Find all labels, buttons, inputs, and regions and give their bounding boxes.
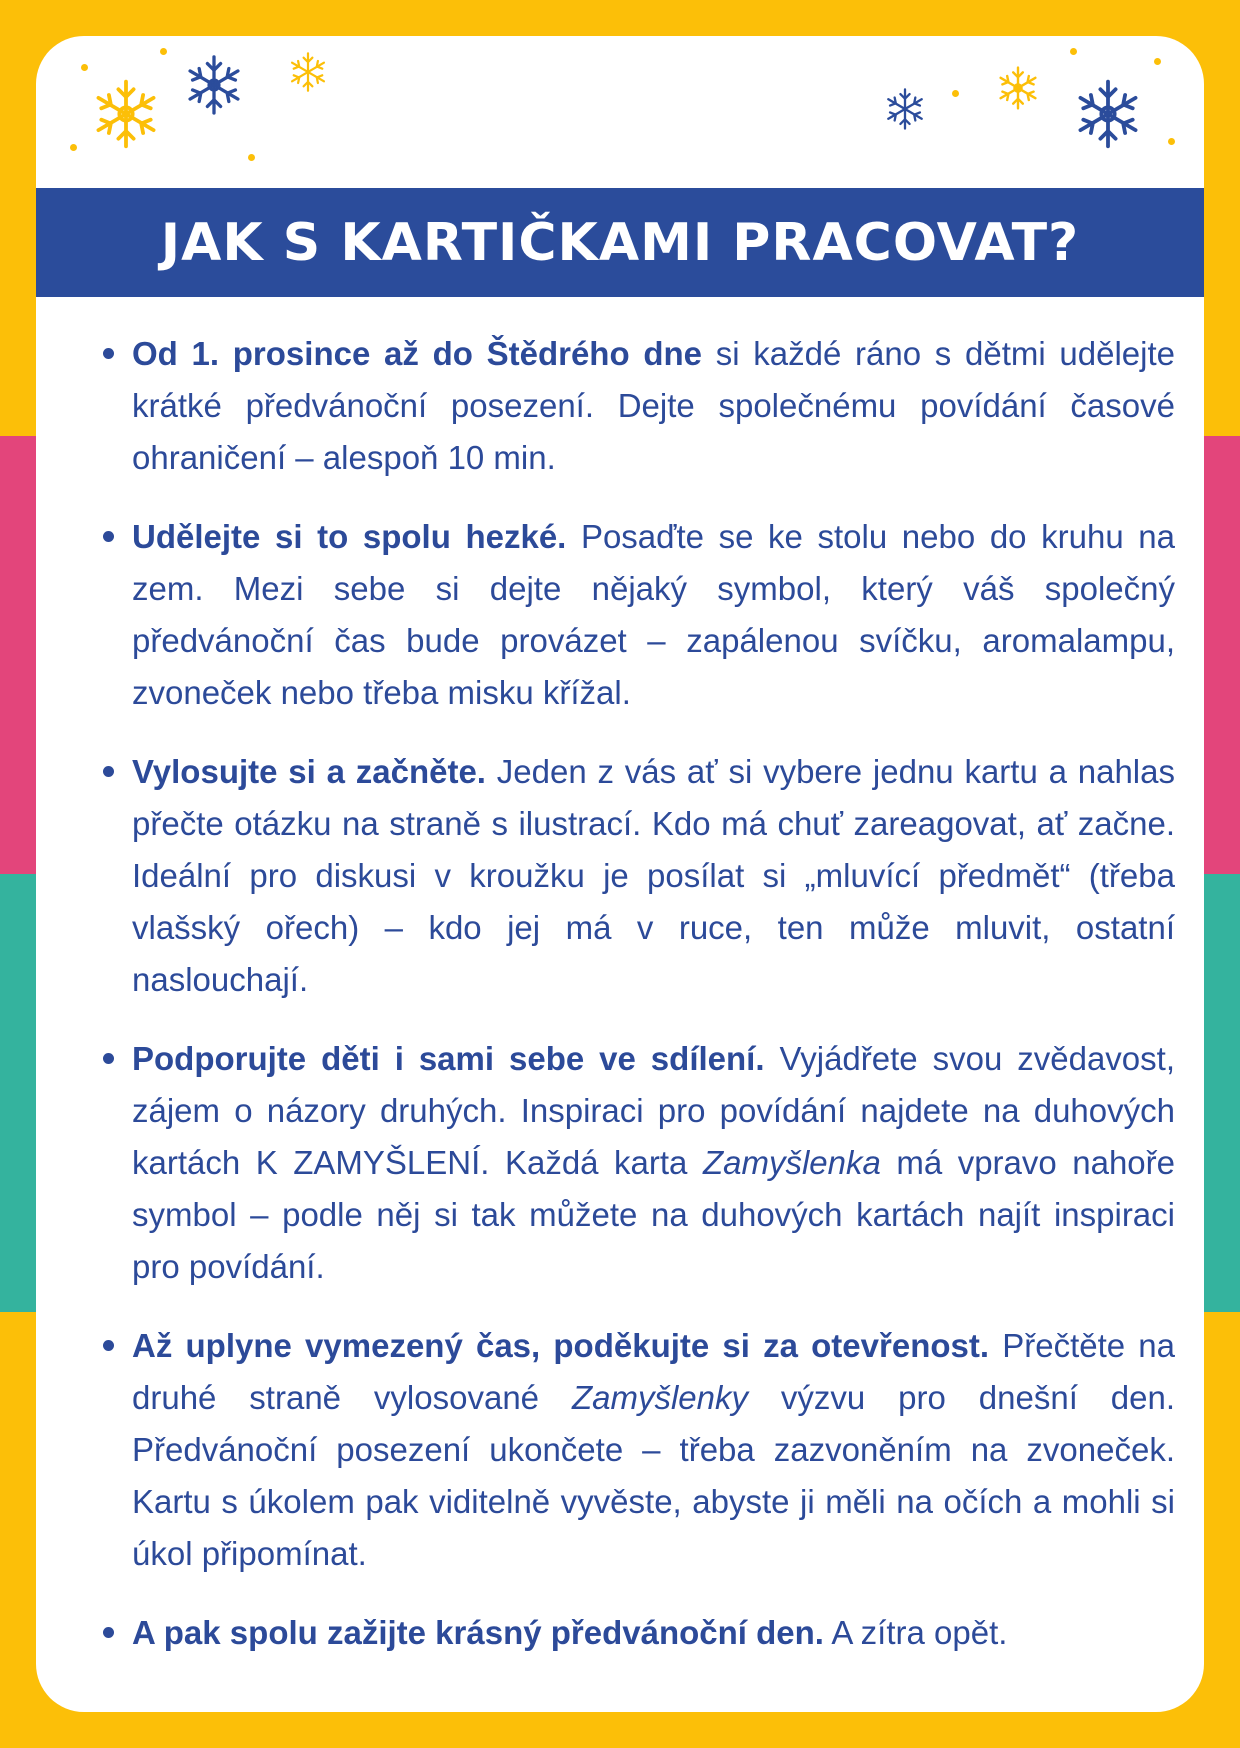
item-heading: Od 1. prosince až do Štědrého dne [132,335,703,372]
item-text: Posaďte se ke stolu nebo do kruhu na zem. Mezi sebe si dejte nějaký symbol, který váš společný předvánoční čas bude provázet – zapálenou svíčku, aromalampu, zvoneček nebo třeba misku křížal. [132,518,1175,711]
page-title: JAK S KARTIČKAMI PRACOVAT? [160,212,1080,273]
bullet-icon [103,1053,114,1064]
bullet-icon [103,1627,114,1638]
snowflake-icon [994,64,1042,112]
dot-decoration [81,64,88,71]
item-heading: Podporujte děti i sami sebe ve sdílení. [132,1040,765,1077]
snowflake-icon [286,50,330,94]
dot-decoration [1070,48,1077,55]
list-item [132,1320,1175,1580]
snowflake-icon [1070,76,1146,152]
snowflake-icon [181,52,247,118]
bullet-icon [103,766,114,777]
instruction-card [36,36,1204,1712]
snowflake-decoration [36,36,1204,186]
dot-decoration [160,48,167,55]
dot-decoration [952,90,959,97]
item-heading: A pak spolu zažijte krásný předvánoční den. [132,1614,824,1651]
list-item [132,746,1175,1006]
item-heading: Udělejte si to spolu hezké. [132,518,567,555]
item-italic-term: Zamyšlenka [702,1144,881,1181]
item-text: Přečtěte na druhé straně vylosované [132,1327,1175,1416]
item-text: má vpravo nahoře symbol – podle něj si tak můžete na duhových kartách najít inspiraci pro povídání. [132,1144,1176,1285]
item-heading: Vylosujte si a začněte. [132,753,486,790]
item-text: si každé ráno s dětmi udělejte krátké předvánoční posezení. Dejte společnému povídání časové ohraničení – alespoň 10 min. [132,335,1175,476]
dot-decoration [248,154,255,161]
bullet-icon [103,531,114,542]
item-heading: Až uplyne vymezený čas, poděkujte si za otevřenost. [132,1327,990,1364]
list-item [132,1033,1175,1293]
dot-decoration [70,144,77,151]
list-item [132,328,1175,484]
instruction-list [132,328,1175,1659]
dot-decoration [1168,138,1175,145]
snowflake-icon [882,86,928,132]
item-text: výzvu pro dnešní den. Předvánoční posezení ukončete – třeba zazvoněním na zvoneček. Kartu s úkolem pak viditelně vyvěste, abyste ji měli na očích a mohli si úkol připomínat. [132,1379,1175,1572]
item-text: A zítra opět. [823,1614,1008,1651]
item-text: Vyjádřete svou zvědavost, zájem o názory druhých. Inspiraci pro povídání najdete na duhových kartách K ZAMYŠLENÍ. Každá karta [132,1040,1175,1181]
item-italic-term: Zamyšlenky [571,1379,748,1416]
bullet-icon [103,1340,114,1351]
list-item [132,511,1175,719]
bullet-icon [103,348,114,359]
list-item [132,1607,1175,1659]
title-banner [36,188,1204,297]
dot-decoration [1154,58,1161,65]
item-text: Jeden z vás ať si vybere jednu kartu a nahlas přečte otázku na straně s ilustrací. Kdo má chuť zareagovat, ať začne. Ideální pro diskusi v kroužku je posílat si „mluvící předmět“ (třeba vlašský ořech) – kdo jej má v ruce, ten může mluvit, ostatní naslouchají. [132,753,1175,998]
snowflake-icon [88,76,164,152]
